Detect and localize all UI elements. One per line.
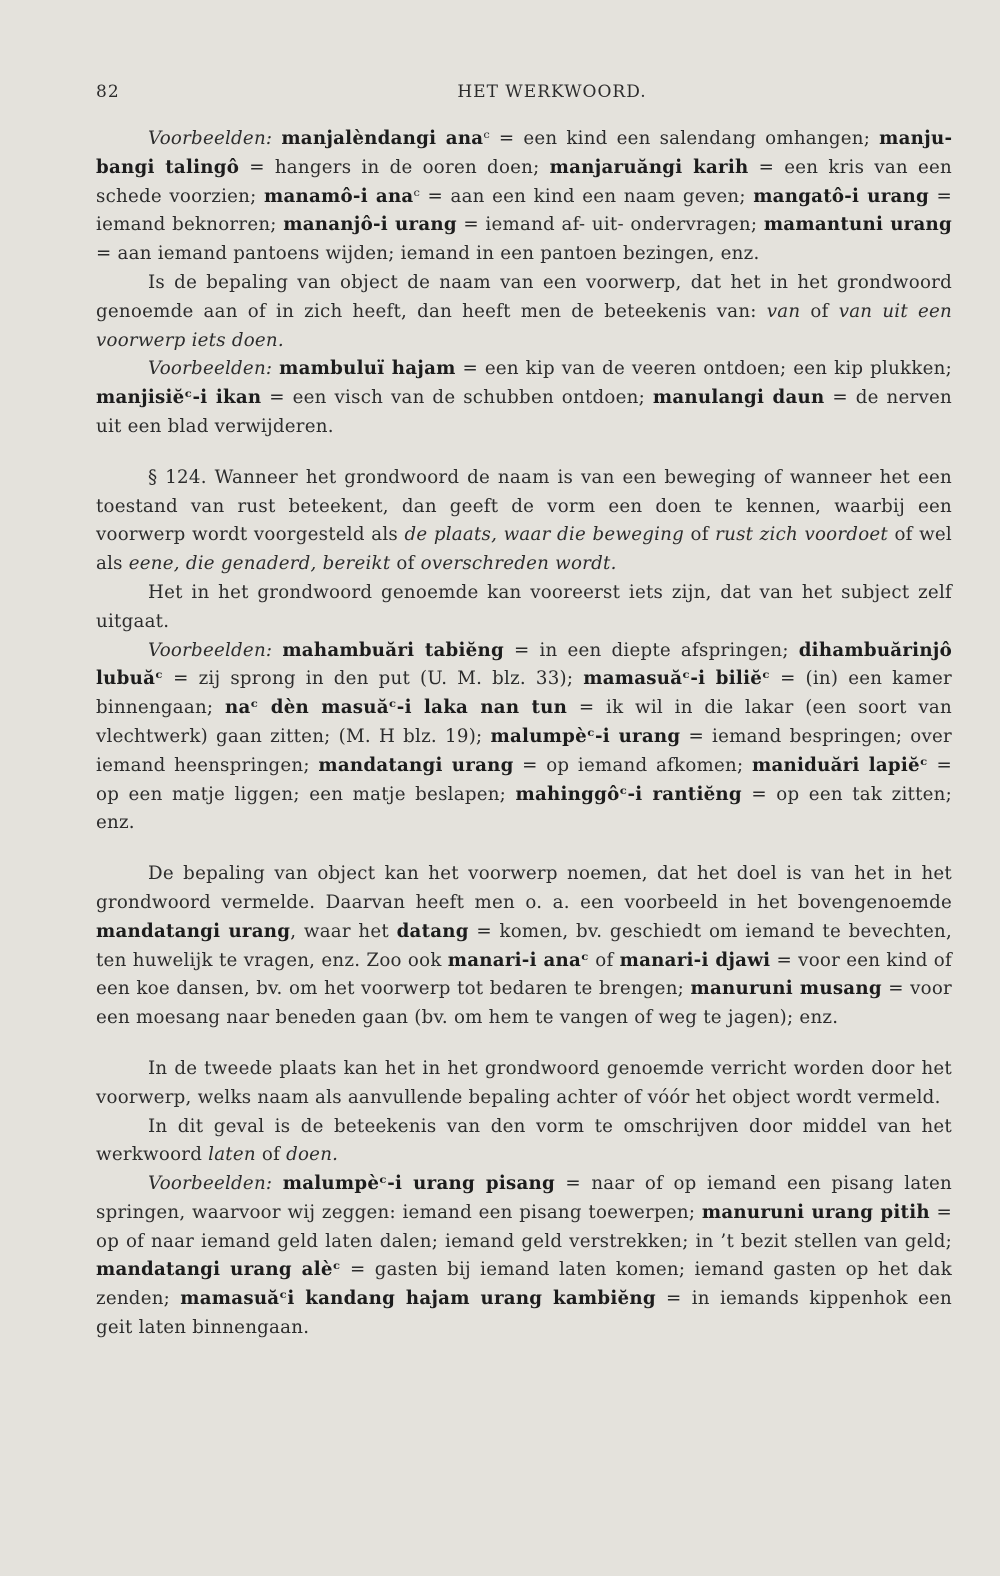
text-run: In dit geval is de beteekenis van den vorm te omschrijven door middel van het werkwoord bbox=[96, 1115, 952, 1166]
text-run: § 124. Wanneer het grondwoord de naam is van een beweging of wanneer het een toestand van rust beteekent, dan geeft de vorm een doen te kennen, waarbij een voorwerp wordt voorgesteld als bbox=[96, 466, 952, 546]
paragraph bbox=[96, 1170, 952, 1343]
malay-term: manari-i djawi bbox=[619, 949, 771, 971]
malay-term: mambuluï hajam bbox=[279, 358, 456, 380]
italic-text: van uit een voorwerp iets doen. bbox=[96, 300, 952, 351]
paragraph-gap bbox=[96, 442, 952, 464]
malay-term: manuruni musang bbox=[690, 978, 882, 1000]
malay-term: datang bbox=[396, 920, 469, 942]
malay-term: mamantuni urang bbox=[763, 214, 952, 236]
text-run: = voor een moesang naar beneden gaan (bv. om hem te vangen of weg te jagen); enz. bbox=[96, 978, 952, 1029]
text-run: = op een tak zitten; enz. bbox=[96, 783, 952, 834]
italic-text: laten bbox=[208, 1144, 256, 1166]
malay-term: mahambuări tabiĕng bbox=[282, 639, 504, 661]
text-run: = op iemand afkomen; bbox=[513, 754, 752, 776]
paragraph bbox=[96, 579, 952, 637]
malay-term: mandatangi urang bbox=[318, 754, 514, 776]
text-run: = een kip van de veeren ontdoen; een kip plukken; bbox=[455, 358, 952, 380]
italic-text: Voorbeelden: bbox=[148, 358, 273, 380]
malay-term: manulangi daun bbox=[652, 387, 825, 409]
text-run: = aan iemand pantoens wijden; iemand in een pantoen bezingen, enz. bbox=[96, 243, 760, 265]
text-run: = naar of op iemand een pisang laten springen, waarvoor wij zeggen: iemand een pisang toewerpen; bbox=[96, 1173, 952, 1223]
malay-term: manamô-i ana bbox=[264, 185, 414, 207]
italic-text: rust zich voordoet bbox=[715, 524, 888, 546]
italic-text: de plaats, waar die beweging bbox=[404, 524, 685, 546]
italic-text: Voorbeelden: bbox=[148, 1173, 273, 1195]
malay-term: manari-i anaᶜ bbox=[447, 949, 590, 971]
text-run: = iemand beknorren; bbox=[96, 185, 952, 236]
malay-term: mananjô-i urang bbox=[283, 214, 457, 236]
paragraph-gap bbox=[96, 838, 952, 860]
text-run: of bbox=[684, 524, 716, 546]
text-run: ᶜ = een kind een salendang omhangen; bbox=[483, 128, 880, 149]
malay-term: malumpèᶜ-i urang pisang bbox=[282, 1173, 555, 1195]
paragraph bbox=[96, 125, 952, 269]
text-run: = een visch van de schubben ontdoen; bbox=[261, 387, 653, 409]
italic-text: Voorbeelden: bbox=[148, 128, 273, 149]
text-run bbox=[272, 128, 281, 149]
paragraph bbox=[96, 637, 952, 839]
malay-term: mandatangi urang alèᶜ bbox=[96, 1259, 341, 1281]
running-title: HET WERKWOORD. bbox=[457, 82, 647, 102]
page-number: 82 bbox=[96, 82, 120, 102]
paragraph bbox=[96, 464, 952, 579]
text-run bbox=[272, 1173, 282, 1194]
paragraph bbox=[96, 269, 952, 355]
malay-term: maniduări lapiĕᶜ bbox=[751, 754, 928, 776]
text-run: = iemand bespringen; over iemand heenspringen; bbox=[96, 725, 952, 776]
italic-text: van bbox=[766, 300, 801, 322]
text-run: = voor een kind of een koe dansen, bv. om het voorwerp tot bedaren te brengen; bbox=[96, 949, 952, 1000]
malay-term: manjalèndangi ana bbox=[281, 128, 484, 149]
text-run: = zij sprong in den put (U. M. blz. 33); bbox=[163, 668, 584, 690]
malay-term: naᶜ dèn masuăᶜ-i laka nan tun bbox=[224, 697, 568, 719]
text-run: In de tweede plaats kan het in het grondwoord genoemde verricht worden door het voorwerp, welks naam als aanvullende bepaling achter of vóór het object wordt vermeld. bbox=[96, 1057, 952, 1108]
text-run bbox=[272, 640, 282, 661]
body-text bbox=[96, 125, 952, 1343]
text-run: = hangers in de ooren doen; bbox=[239, 156, 550, 178]
italic-text: Voorbeelden: bbox=[148, 639, 273, 661]
malay-term: mahinggôᶜ-i rantiĕng bbox=[515, 783, 742, 805]
text-run: = komen, bv. geschiedt om iemand te bevechten, ten huwelijk te vragen, enz. Zoo ook bbox=[96, 920, 952, 971]
text-run: ᶜ = aan een kind een naam geven; bbox=[413, 185, 754, 207]
malay-term: manjaruăngi karih bbox=[549, 156, 749, 178]
text-run: = ik wil in die lakar (een soort van vlechtwerk) gaan zitten; (M. H blz. 19); bbox=[96, 697, 952, 747]
malay-term: dihambuărinjô lubuăᶜ bbox=[96, 639, 952, 690]
malay-term: mamasuăᶜ-i biliĕᶜ bbox=[583, 668, 771, 690]
malay-term: mangatô-i urang bbox=[753, 185, 930, 207]
text-run: = in iemands kippenhok een geit laten binnengaan. bbox=[96, 1288, 953, 1339]
paragraph bbox=[96, 860, 952, 1033]
text-run: of bbox=[390, 553, 421, 575]
malay-term: manjubangi talingô bbox=[96, 128, 952, 178]
text-run: of bbox=[255, 1144, 287, 1166]
text-run: = een kris van een schede voorzien; bbox=[96, 156, 952, 207]
text-run: = de nerven uit een blad verwijderen. bbox=[96, 387, 952, 437]
malay-term: manjisiĕᶜ-i ikan bbox=[96, 387, 262, 409]
text-run: = op of naar iemand geld laten dalen; iemand geld verstrekken; in ’t bezit stellen van geld; bbox=[96, 1201, 952, 1252]
malay-term: manuruni urang pitih bbox=[701, 1201, 930, 1223]
malay-term: malumpèᶜ-i urang bbox=[490, 725, 681, 747]
text-run: of bbox=[589, 949, 620, 971]
text-run: = gasten bij iemand laten komen; iemand gasten op het dak zenden; bbox=[96, 1259, 952, 1310]
text-run: = op een matje liggen; een matje beslapen; bbox=[96, 754, 952, 805]
text-run: Is de bepaling van object de naam van een voorwerp, dat het in het grondwoord genoemde aan of in zich heeft, dan heeft men de beteekenis van: bbox=[96, 271, 952, 322]
text-run: = in een diepte afspringen; bbox=[503, 639, 799, 661]
paragraph bbox=[96, 1113, 952, 1171]
text-run: of bbox=[800, 300, 839, 322]
malay-term: mandatangi urang bbox=[96, 920, 291, 942]
paragraph bbox=[96, 1055, 952, 1113]
italic-text: eene, die genaderd, bereikt bbox=[128, 553, 391, 575]
text-run: of wel als bbox=[96, 524, 952, 575]
text-run: , waar het bbox=[290, 920, 397, 942]
italic-text: doen. bbox=[286, 1144, 339, 1166]
text-run: = iemand af- uit- ondervragen; bbox=[456, 214, 764, 236]
running-head bbox=[96, 82, 948, 108]
text-run: Het in het grondwoord genoemde kan vooreerst iets zijn, dat van het subject zelf uitgaat. bbox=[96, 581, 952, 632]
malay-term: mamasuăᶜi kandang hajam urang kambiĕng bbox=[180, 1288, 656, 1310]
italic-text: overschreden wordt. bbox=[420, 553, 617, 575]
paragraph-gap bbox=[96, 1033, 952, 1055]
text-run: De bepaling van object kan het voorwerp noemen, dat het doel is van het in het grondwoord vermelde. Daarvan heeft men o. a. een voorbeeld in het bovengenoemde bbox=[96, 863, 952, 913]
paragraph bbox=[96, 355, 952, 441]
text-run: = (in) een kamer binnengaan; bbox=[96, 668, 952, 719]
